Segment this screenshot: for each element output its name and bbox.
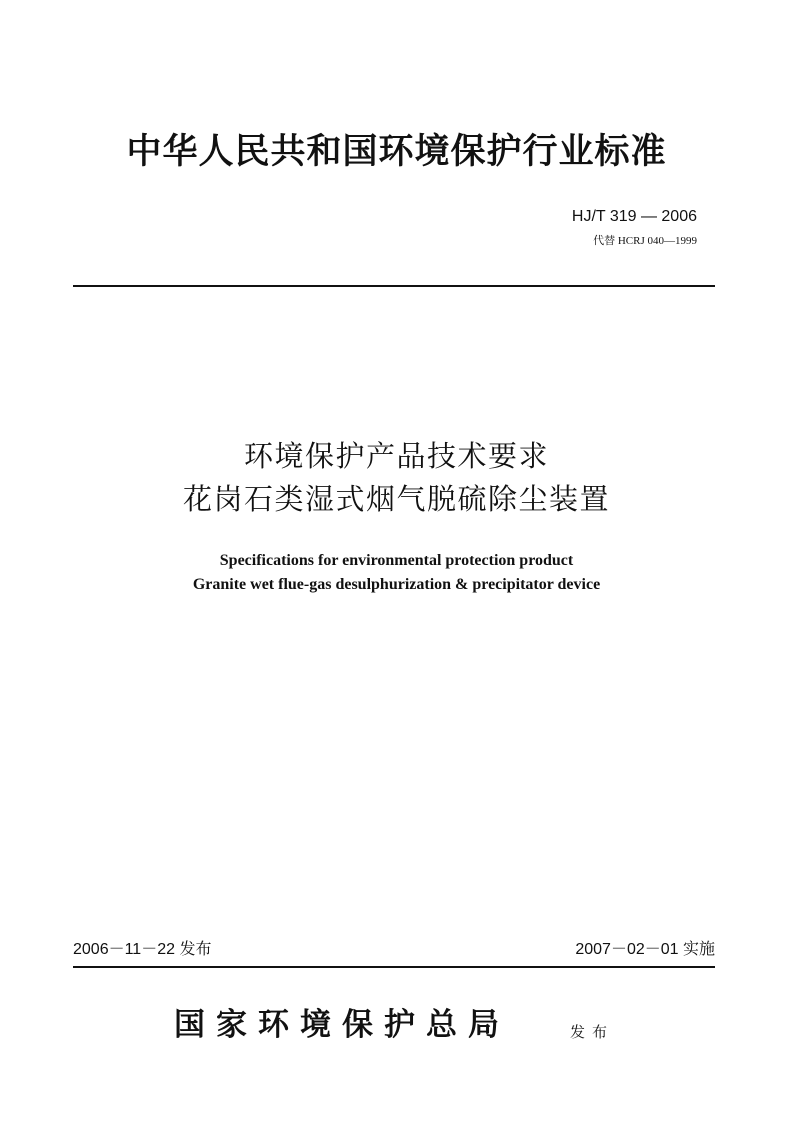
bottom-divider (73, 966, 715, 968)
publish-label: 发布 (570, 1023, 615, 1041)
chinese-title-line-1: 环境保护产品技术要求 (243, 439, 549, 473)
english-title-line-2: Granite wet flue-gas desulphurization & precipitator device (192, 576, 601, 593)
top-divider (73, 285, 715, 287)
english-title-line-1: Specifications for environmental protection product (219, 552, 574, 569)
replaces-standard: 代替 HCRJ 040—1999 (593, 235, 697, 247)
standard-number: HJ/T 319 — 2006 (571, 208, 697, 225)
standard-category-title: 中华人民共和国环境保护行业标准 (126, 131, 667, 172)
chinese-title-line-2: 花岗石类湿式烟气脱硫除尘装置 (182, 482, 610, 516)
issue-date: 2006－11－22 发布 (73, 941, 212, 958)
effective-date: 2007－02－01 实施 (575, 941, 715, 958)
publisher-name: 国家环境保护总局 (174, 1007, 510, 1043)
